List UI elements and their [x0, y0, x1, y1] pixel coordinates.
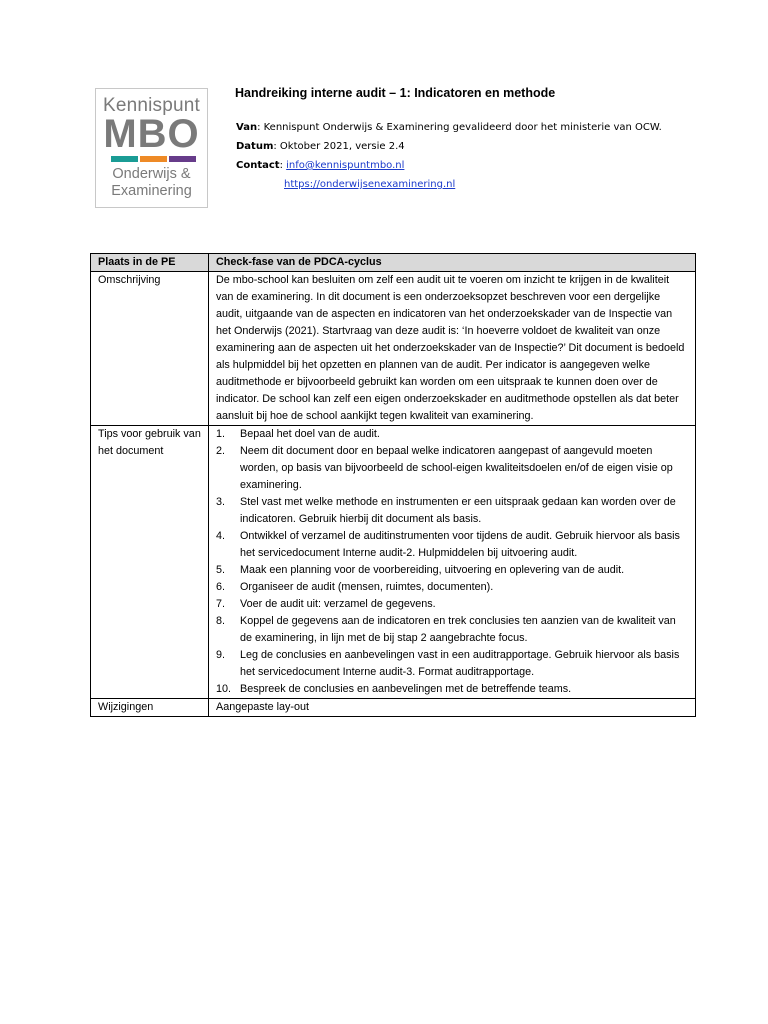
logo-line-onderwijs: Onderwijs &	[112, 166, 191, 182]
list-item	[216, 562, 689, 579]
website-link[interactable]: https://onderwijsenexaminering.nl	[284, 179, 456, 190]
list-item-number: 1.	[216, 428, 226, 440]
list-item	[216, 579, 689, 596]
logo-line-kennispunt: Kennispunt	[102, 95, 201, 116]
list-item-text: Bepaal het doel van de audit.	[240, 428, 380, 440]
logo-bar-orange	[140, 156, 167, 162]
kennispunt-mbo-logo	[95, 88, 208, 208]
van-line	[236, 122, 662, 133]
list-item-number: 4.	[216, 530, 226, 542]
van-label: Van	[236, 122, 258, 133]
datum-value: : Oktober 2021, versie 2.4	[273, 141, 405, 152]
list-item-text: Voer de audit uit: verzamel de gegevens.	[240, 598, 436, 610]
list-item	[216, 596, 689, 613]
list-item-text: Koppel de gegevens aan de indicatoren en trek conclusies ten aanzien van de kwaliteit van de examinering, in lijn met de bij stap 2 aangebrachte focus.	[240, 615, 676, 644]
list-item-number: 2.	[216, 445, 226, 457]
list-item-text: Stel vast met welke methode en instrumenten er een uitspraak gedaan kan worden over de indicatoren. Gebruik hierbij dit document als basis.	[240, 496, 676, 525]
list-item	[216, 494, 689, 528]
row-label-wijzigingen: Wijzigingen	[91, 699, 209, 717]
email-link[interactable]: info@kennispuntmbo.nl	[286, 160, 405, 171]
list-item-number: 7.	[216, 598, 226, 610]
list-item-number: 10.	[216, 683, 232, 695]
info-table	[90, 253, 696, 717]
list-item	[216, 681, 689, 698]
contact-label: Contact	[236, 160, 280, 171]
list-item	[216, 426, 689, 443]
list-item	[216, 528, 689, 562]
list-item-text: Organiseer de audit (mensen, ruimtes, documenten).	[240, 581, 494, 593]
logo-bar-teal	[111, 156, 138, 162]
row-content-tips	[209, 426, 696, 699]
list-item	[216, 443, 689, 494]
list-item-text: Bespreek de conclusies en aanbevelingen met de betreffende teams.	[240, 683, 572, 695]
document-title: Handreiking interne audit – 1: Indicatoren en methode	[235, 86, 556, 100]
list-item-text: Ontwikkel of verzamel de auditinstrumenten voor tijdens de audit. Gebruik hiervoor als basis het servicedocument Interne audit-2. Hulpmiddelen bij uitvoering audit.	[240, 530, 680, 559]
row-label-tips: Tips voor gebruik van het document	[91, 426, 209, 699]
row-text-wijzigingen: Aangepaste lay-out	[209, 699, 696, 717]
table-header-row	[91, 254, 696, 272]
van-value: : Kennispunt Onderwijs & Examinering gevalideerd door het ministerie van OCW.	[257, 122, 662, 133]
list-item-number: 5.	[216, 564, 226, 576]
row-label-omschrijving: Omschrijving	[91, 272, 209, 426]
list-item	[216, 647, 689, 681]
header-cell-plaats: Plaats in de PE	[91, 254, 209, 272]
contact-separator: :	[279, 160, 287, 171]
list-item-number: 3.	[216, 496, 226, 508]
tips-list	[216, 426, 689, 698]
table-row-tips	[91, 426, 696, 699]
datum-label: Datum	[236, 141, 274, 152]
list-item-number: 9.	[216, 649, 226, 661]
logo-line-mbo: MBO	[103, 112, 200, 156]
list-item-text: Neem dit document door en bepaal welke indicatoren aangepast of aangevuld moeten worden, op basis van bijvoorbeeld de school-eigen kwaliteitsdoelen en/of de eigen visie op examinering.	[240, 445, 673, 491]
table-row-omschrijving	[91, 272, 696, 426]
website-line	[284, 179, 455, 190]
logo-color-bars	[111, 156, 196, 162]
list-item-number: 8.	[216, 615, 226, 627]
list-item	[216, 613, 689, 647]
contact-line	[236, 160, 404, 171]
logo-line-examinering: Examinering	[111, 183, 192, 199]
header-cell-check-fase: Check-fase van de PDCA-cyclus	[209, 254, 696, 272]
table-row-wijzigingen	[91, 699, 696, 717]
row-text-omschrijving: De mbo-school kan besluiten om zelf een audit uit te voeren om inzicht te krijgen in de kwaliteit van de examinering. In dit document is een onderzoeksopzet beschreven voor een dergelijke audit, uitgaande van de aspecten en indicatoren van het onderzoekskader van de Inspectie van het Onderwijs (2021). Startvraag van deze audit is: ‘In hoeverre voldoet de kwaliteit van onze examinering aan de aspecten uit het onderzoekskader van de Inspectie?’ Dit document is bedoeld als hulpmiddel bij het opzetten en plannen van de audit. Per indicator is aangegeven welke auditmethode er bijvoorbeeld gebruikt kan worden om een uitspraak te kunnen doen over de indicator. De school kan zelf een eigen onderzoekskader en auditmethode opstellen als dat beter aansluit bij hoe de school aankijkt tegen kwaliteit van examinering.	[209, 272, 696, 426]
list-item-text: Maak een planning voor de voorbereiding, uitvoering en oplevering van de audit.	[240, 564, 625, 576]
list-item-text: Leg de conclusies en aanbevelingen vast in een auditrapportage. Gebruik hiervoor als basis het servicedocument Interne audit-3. Format auditrapportage.	[240, 649, 680, 678]
logo-bar-purple	[169, 156, 196, 162]
list-item-number: 6.	[216, 581, 226, 593]
datum-line	[236, 141, 405, 152]
